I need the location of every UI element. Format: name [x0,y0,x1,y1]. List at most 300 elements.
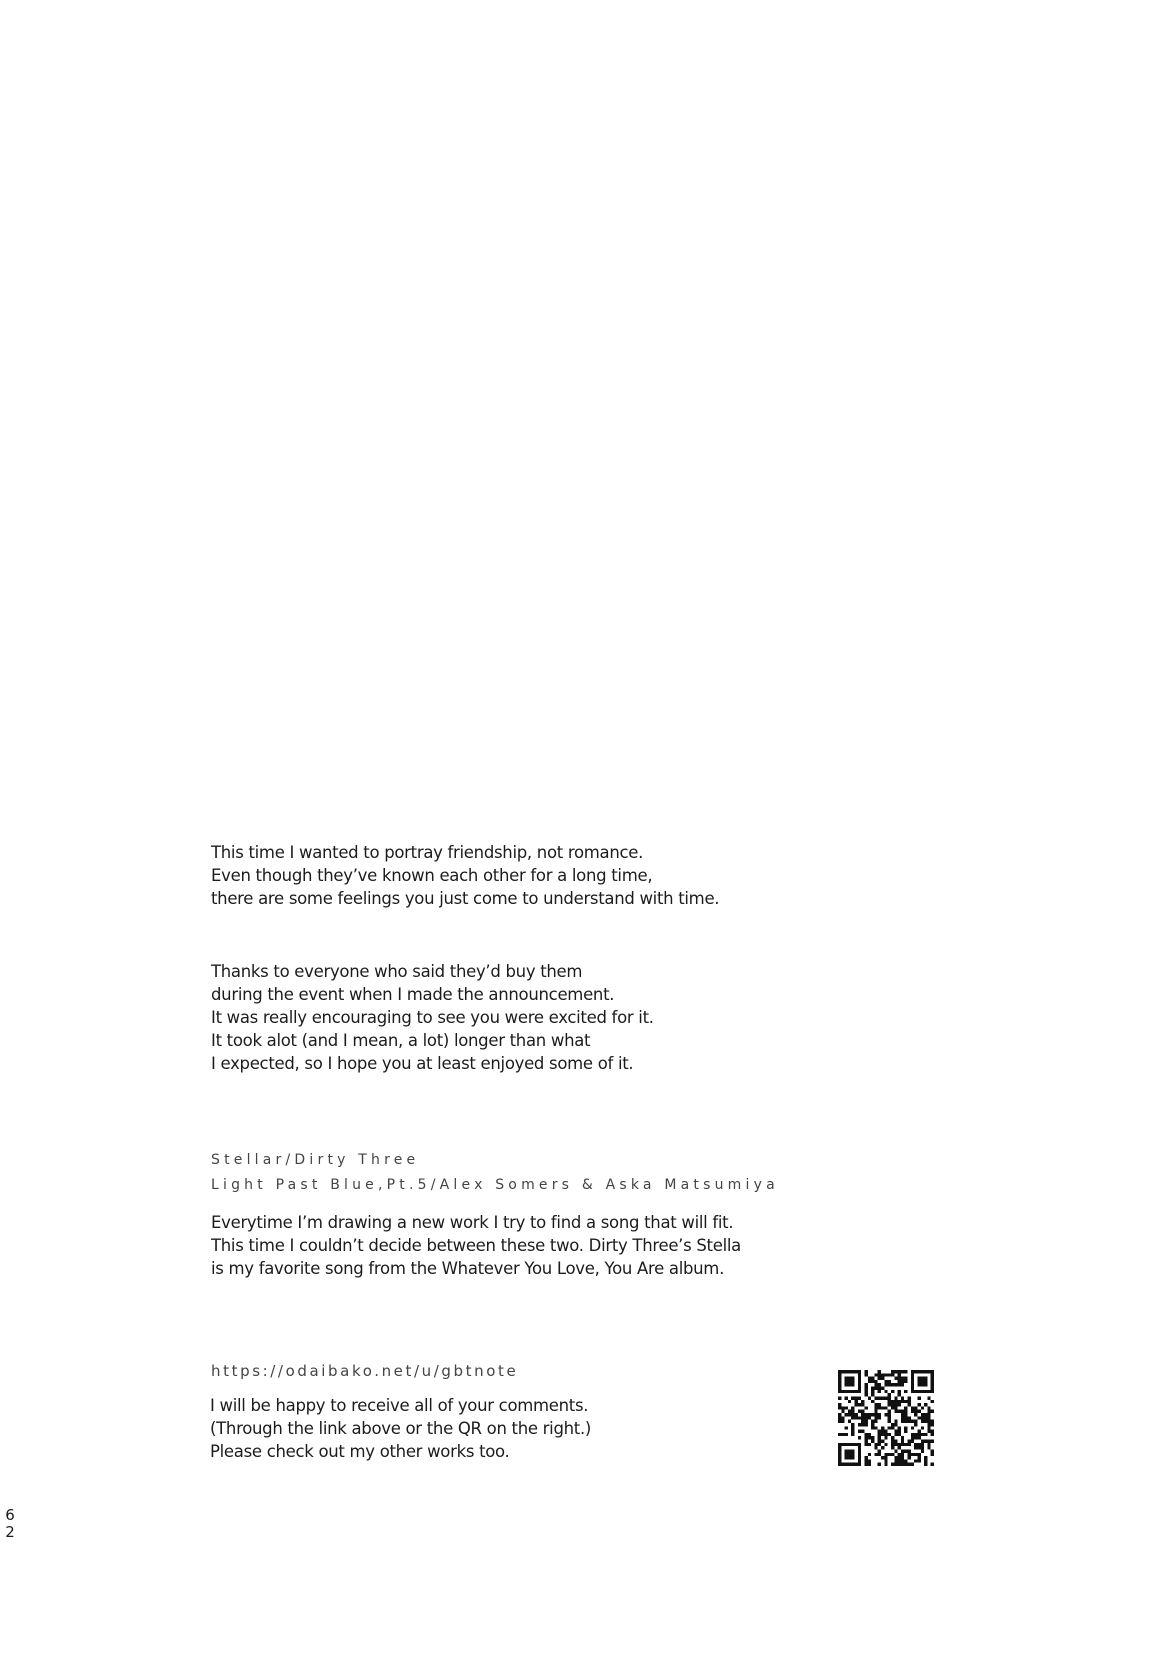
qr-module [858,1453,861,1456]
qr-module [861,1416,864,1419]
qr-module [917,1410,920,1413]
qr-module [851,1406,854,1409]
qr-module [914,1406,917,1409]
qr-module [851,1430,854,1433]
qr-module [927,1443,930,1446]
song-list [211,1148,779,1198]
qr-module [855,1400,858,1403]
qr-module [914,1446,917,1449]
qr-module [891,1390,894,1393]
qr-module [874,1396,877,1399]
qr-module [921,1390,924,1393]
qr-module [898,1377,901,1380]
qr-module [851,1423,854,1426]
qr-module [841,1390,844,1393]
qr-module [838,1380,841,1383]
qr-module [851,1433,854,1436]
qr-module [917,1433,920,1436]
qr-module [898,1453,901,1456]
qr-module [908,1416,911,1419]
text-line: It took alot (and I mean, a lot) longer than what [211,1031,591,1050]
qr-module [911,1377,914,1380]
qr-module [874,1443,877,1446]
qr-module [858,1410,861,1413]
text-line: Even though they’ve known each other for a long time, [211,866,653,885]
qr-module [838,1443,841,1446]
qr-module [901,1420,904,1423]
qr-module [864,1420,867,1423]
qr-module [845,1426,848,1429]
qr-module [888,1420,891,1423]
qr-module [848,1410,851,1413]
qr-module [848,1383,851,1386]
qr-module [868,1416,871,1419]
qr-module [901,1413,904,1416]
qr-module [917,1370,920,1373]
qr-module [931,1433,934,1436]
qr-module [851,1449,854,1452]
qr-module [891,1423,894,1426]
qr-module [858,1463,861,1466]
qr-module [917,1377,920,1380]
qr-module [894,1400,897,1403]
qr-module [851,1463,854,1466]
qr-module [904,1449,907,1452]
qr-module [881,1406,884,1409]
qr-module [848,1377,851,1380]
qr-module [874,1420,877,1423]
afterword-paragraph-friendship [211,841,719,910]
qr-module [855,1370,858,1373]
qr-module [868,1433,871,1436]
qr-module [864,1387,867,1390]
qr-module [881,1446,884,1449]
qr-module [851,1410,854,1413]
qr-module [878,1383,881,1386]
qr-module [884,1430,887,1433]
qr-module [878,1440,881,1443]
qr-module [871,1393,874,1396]
qr-module [848,1443,851,1446]
qr-module [878,1403,881,1406]
qr-module [858,1449,861,1452]
qr-module [911,1370,914,1373]
qr-module [917,1416,920,1419]
qr-module [888,1413,891,1416]
qr-module [884,1459,887,1462]
qr-module [855,1416,858,1419]
qr-module [911,1433,914,1436]
qr-module [917,1403,920,1406]
qr-module [898,1443,901,1446]
qr-module [914,1390,917,1393]
qr-module [911,1420,914,1423]
qr-module [911,1387,914,1390]
qr-module [878,1370,881,1373]
qr-module [845,1413,848,1416]
qr-module [888,1396,891,1399]
qr-module [914,1443,917,1446]
qr-module [861,1400,864,1403]
qr-module [851,1453,854,1456]
text-line: I will be happy to receive all of your comments. [210,1396,589,1415]
qr-module [855,1403,858,1406]
qr-module [861,1413,864,1416]
qr-module [927,1440,930,1443]
song-credit: Light Past Blue,Pt.5/Alex Somers & Aska Matsumiya [211,1177,779,1193]
qr-module [927,1420,930,1423]
qr-module [838,1377,841,1380]
qr-module [864,1459,867,1462]
qr-module [931,1383,934,1386]
qr-module [858,1370,861,1373]
qr-module [908,1440,911,1443]
qr-module [894,1410,897,1413]
qr-module [917,1390,920,1393]
qr-module [904,1443,907,1446]
qr-module [898,1446,901,1449]
qr-module [888,1393,891,1396]
qr-module [858,1436,861,1439]
qr-module [901,1416,904,1419]
qr-module [848,1453,851,1456]
qr-module [911,1440,914,1443]
qr-module [858,1423,861,1426]
qr-module [931,1463,934,1466]
qr-module [848,1400,851,1403]
qr-module [845,1433,848,1436]
qr-module [884,1390,887,1393]
qr-module [891,1440,894,1443]
qr-module [898,1390,901,1393]
qr-module [841,1443,844,1446]
qr-module [881,1433,884,1436]
qr-module [855,1390,858,1393]
qr-module [927,1410,930,1413]
afterword-paragraph-thanks [211,960,654,1075]
qr-module [911,1390,914,1393]
qr-module [845,1383,848,1386]
qr-module [841,1463,844,1466]
qr-module [871,1387,874,1390]
qr-module [874,1403,877,1406]
qr-module [921,1449,924,1452]
qr-module [848,1456,851,1459]
qr-module [927,1423,930,1426]
qr-module [924,1403,927,1406]
qr-module [917,1453,920,1456]
comment-link[interactable]: https://odaibako.net/u/gbtnote [211,1362,519,1380]
qr-module [911,1410,914,1413]
qr-module [931,1420,934,1423]
qr-module [884,1396,887,1399]
qr-module [924,1416,927,1419]
qr-module [838,1373,841,1376]
qr-module [878,1463,881,1466]
qr-module [851,1377,854,1380]
qr-module [891,1426,894,1429]
qr-module [917,1380,920,1383]
qr-module [845,1463,848,1466]
qr-module [845,1377,848,1380]
qr-module [927,1430,930,1433]
qr-module [904,1400,907,1403]
qr-module [921,1377,924,1380]
qr-module [931,1387,934,1390]
qr-module [924,1456,927,1459]
qr-module [901,1383,904,1386]
qr-module [858,1459,861,1462]
qr-module [894,1440,897,1443]
text-line: This time I couldn’t decide between these two. Dirty Three’s Stella [211,1236,741,1255]
qr-module [841,1420,844,1423]
qr-module [914,1433,917,1436]
qr-module [908,1449,911,1452]
qr-module [858,1387,861,1390]
qr-module [921,1446,924,1449]
qr-module [838,1433,841,1436]
qr-module [878,1430,881,1433]
qr-module [891,1400,894,1403]
qr-module [927,1390,930,1393]
qr-module [898,1380,901,1383]
qr-module [881,1440,884,1443]
qr-module [878,1406,881,1409]
qr-module [838,1456,841,1459]
qr-module [888,1426,891,1429]
qr-module [917,1396,920,1399]
qr-module [864,1390,867,1393]
qr-module [927,1413,930,1416]
qr-module [924,1383,927,1386]
text-line: I expected, so I hope you at least enjoyed some of it. [211,1054,634,1073]
qr-module [901,1377,904,1380]
afterword-paragraph-songs [211,1211,741,1280]
qr-module [871,1426,874,1429]
qr-module [931,1449,934,1452]
qr-module [838,1446,841,1449]
qr-module [921,1413,924,1416]
qr-module [881,1377,884,1380]
qr-module [874,1383,877,1386]
qr-module [894,1370,897,1373]
qr-module [861,1403,864,1406]
qr-module [931,1370,934,1373]
qr-module [927,1446,930,1449]
qr-module [841,1370,844,1373]
qr-module [911,1406,914,1409]
qr-module [898,1373,901,1376]
qr-module [884,1413,887,1416]
qr-module [888,1433,891,1436]
page-number-digit: 2 [5,1523,15,1541]
qr-module [861,1430,864,1433]
qr-module [921,1383,924,1386]
qr-module [924,1370,927,1373]
qr-module [874,1410,877,1413]
qr-module [838,1459,841,1462]
qr-module [894,1443,897,1446]
qr-module [878,1449,881,1452]
qr-module [845,1406,848,1409]
qr-module [864,1416,867,1419]
page-number-digit: 6 [5,1506,15,1524]
qr-module [878,1433,881,1436]
qr-module [878,1413,881,1416]
qr-module [871,1420,874,1423]
qr-module [894,1459,897,1462]
qr-module [904,1377,907,1380]
text-line: is my favorite song from the Whatever You Love, You Are album. [211,1259,725,1278]
qr-module [838,1390,841,1393]
qr-module [931,1400,934,1403]
qr-module [845,1396,848,1399]
qr-module [904,1410,907,1413]
qr-module [881,1430,884,1433]
text-line: Everytime I’m drawing a new work I try to find a song that will fit. [211,1213,734,1232]
qr-module [894,1449,897,1452]
qr-module [891,1406,894,1409]
qr-module [927,1396,930,1399]
qr-module [917,1456,920,1459]
qr-module [858,1443,861,1446]
qr-module [898,1433,901,1436]
qr-module [855,1463,858,1466]
qr-module [864,1433,867,1436]
qr-module [894,1433,897,1436]
text-line: there are some feelings you just come to understand with time. [211,889,720,908]
qr-module [881,1456,884,1459]
qr-module [871,1380,874,1383]
qr-module [931,1453,934,1456]
qr-module [861,1410,864,1413]
qr-module [898,1463,901,1466]
qr-module [898,1430,901,1433]
qr-module [927,1416,930,1419]
qr-module [874,1416,877,1419]
qr-module [845,1456,848,1459]
qr-module [921,1443,924,1446]
qr-module [838,1453,841,1456]
qr-module [858,1396,861,1399]
qr-module [908,1400,911,1403]
qr-module [864,1393,867,1396]
qr-module [871,1423,874,1426]
qr-module [851,1413,854,1416]
qr-module [904,1370,907,1373]
qr-module [901,1410,904,1413]
qr-module [921,1426,924,1429]
qr-module [914,1423,917,1426]
qr-code-icon[interactable] [838,1370,934,1466]
qr-module [878,1373,881,1376]
qr-module [904,1413,907,1416]
qr-module [901,1449,904,1452]
qr-module [878,1436,881,1439]
qr-module [924,1377,927,1380]
qr-module [924,1463,927,1466]
qr-module [911,1453,914,1456]
qr-module [884,1433,887,1436]
qr-module [908,1396,911,1399]
text-line: Please check out my other works too. [210,1442,510,1461]
qr-module [908,1456,911,1459]
qr-module [858,1456,861,1459]
qr-module [871,1390,874,1393]
qr-module [891,1463,894,1466]
qr-module [898,1426,901,1429]
qr-module [891,1370,894,1373]
qr-module [921,1370,924,1373]
song-credit: Stellar/Dirty Three [211,1152,420,1168]
qr-module [924,1433,927,1436]
qr-module [864,1370,867,1373]
qr-module [858,1403,861,1406]
qr-module [868,1380,871,1383]
qr-module [898,1459,901,1462]
qr-module [914,1370,917,1373]
qr-module [871,1413,874,1416]
qr-module [911,1426,914,1429]
qr-module [914,1436,917,1439]
qr-module [878,1390,881,1393]
qr-module [858,1373,861,1376]
qr-module [908,1463,911,1466]
qr-module [838,1387,841,1390]
qr-module [874,1373,877,1376]
qr-module [894,1406,897,1409]
qr-module [917,1446,920,1449]
qr-module [845,1390,848,1393]
qr-module [931,1380,934,1383]
text-line: This time I wanted to portray friendship, not romance. [211,843,644,862]
qr-module [924,1380,927,1383]
qr-module [878,1396,881,1399]
qr-module [864,1383,867,1386]
qr-module [904,1420,907,1423]
qr-module [894,1403,897,1406]
qr-module [861,1420,864,1423]
qr-module [911,1436,914,1439]
qr-module [924,1440,927,1443]
qr-module [931,1423,934,1426]
qr-module [868,1443,871,1446]
qr-module [927,1406,930,1409]
qr-module [894,1396,897,1399]
qr-module [881,1387,884,1390]
qr-module [901,1380,904,1383]
qr-module [884,1436,887,1439]
qr-module [884,1443,887,1446]
qr-module [931,1377,934,1380]
qr-module [891,1403,894,1406]
qr-module [888,1383,891,1386]
qr-module [884,1456,887,1459]
qr-module [845,1380,848,1383]
qr-module [838,1396,841,1399]
qr-module [921,1380,924,1383]
qr-module [851,1396,854,1399]
qr-module [924,1420,927,1423]
qr-module [888,1373,891,1376]
qr-module [871,1436,874,1439]
qr-module [838,1403,841,1406]
qr-module [838,1416,841,1419]
qr-module [838,1463,841,1466]
qr-module [848,1463,851,1466]
qr-module [908,1443,911,1446]
qr-module [874,1413,877,1416]
